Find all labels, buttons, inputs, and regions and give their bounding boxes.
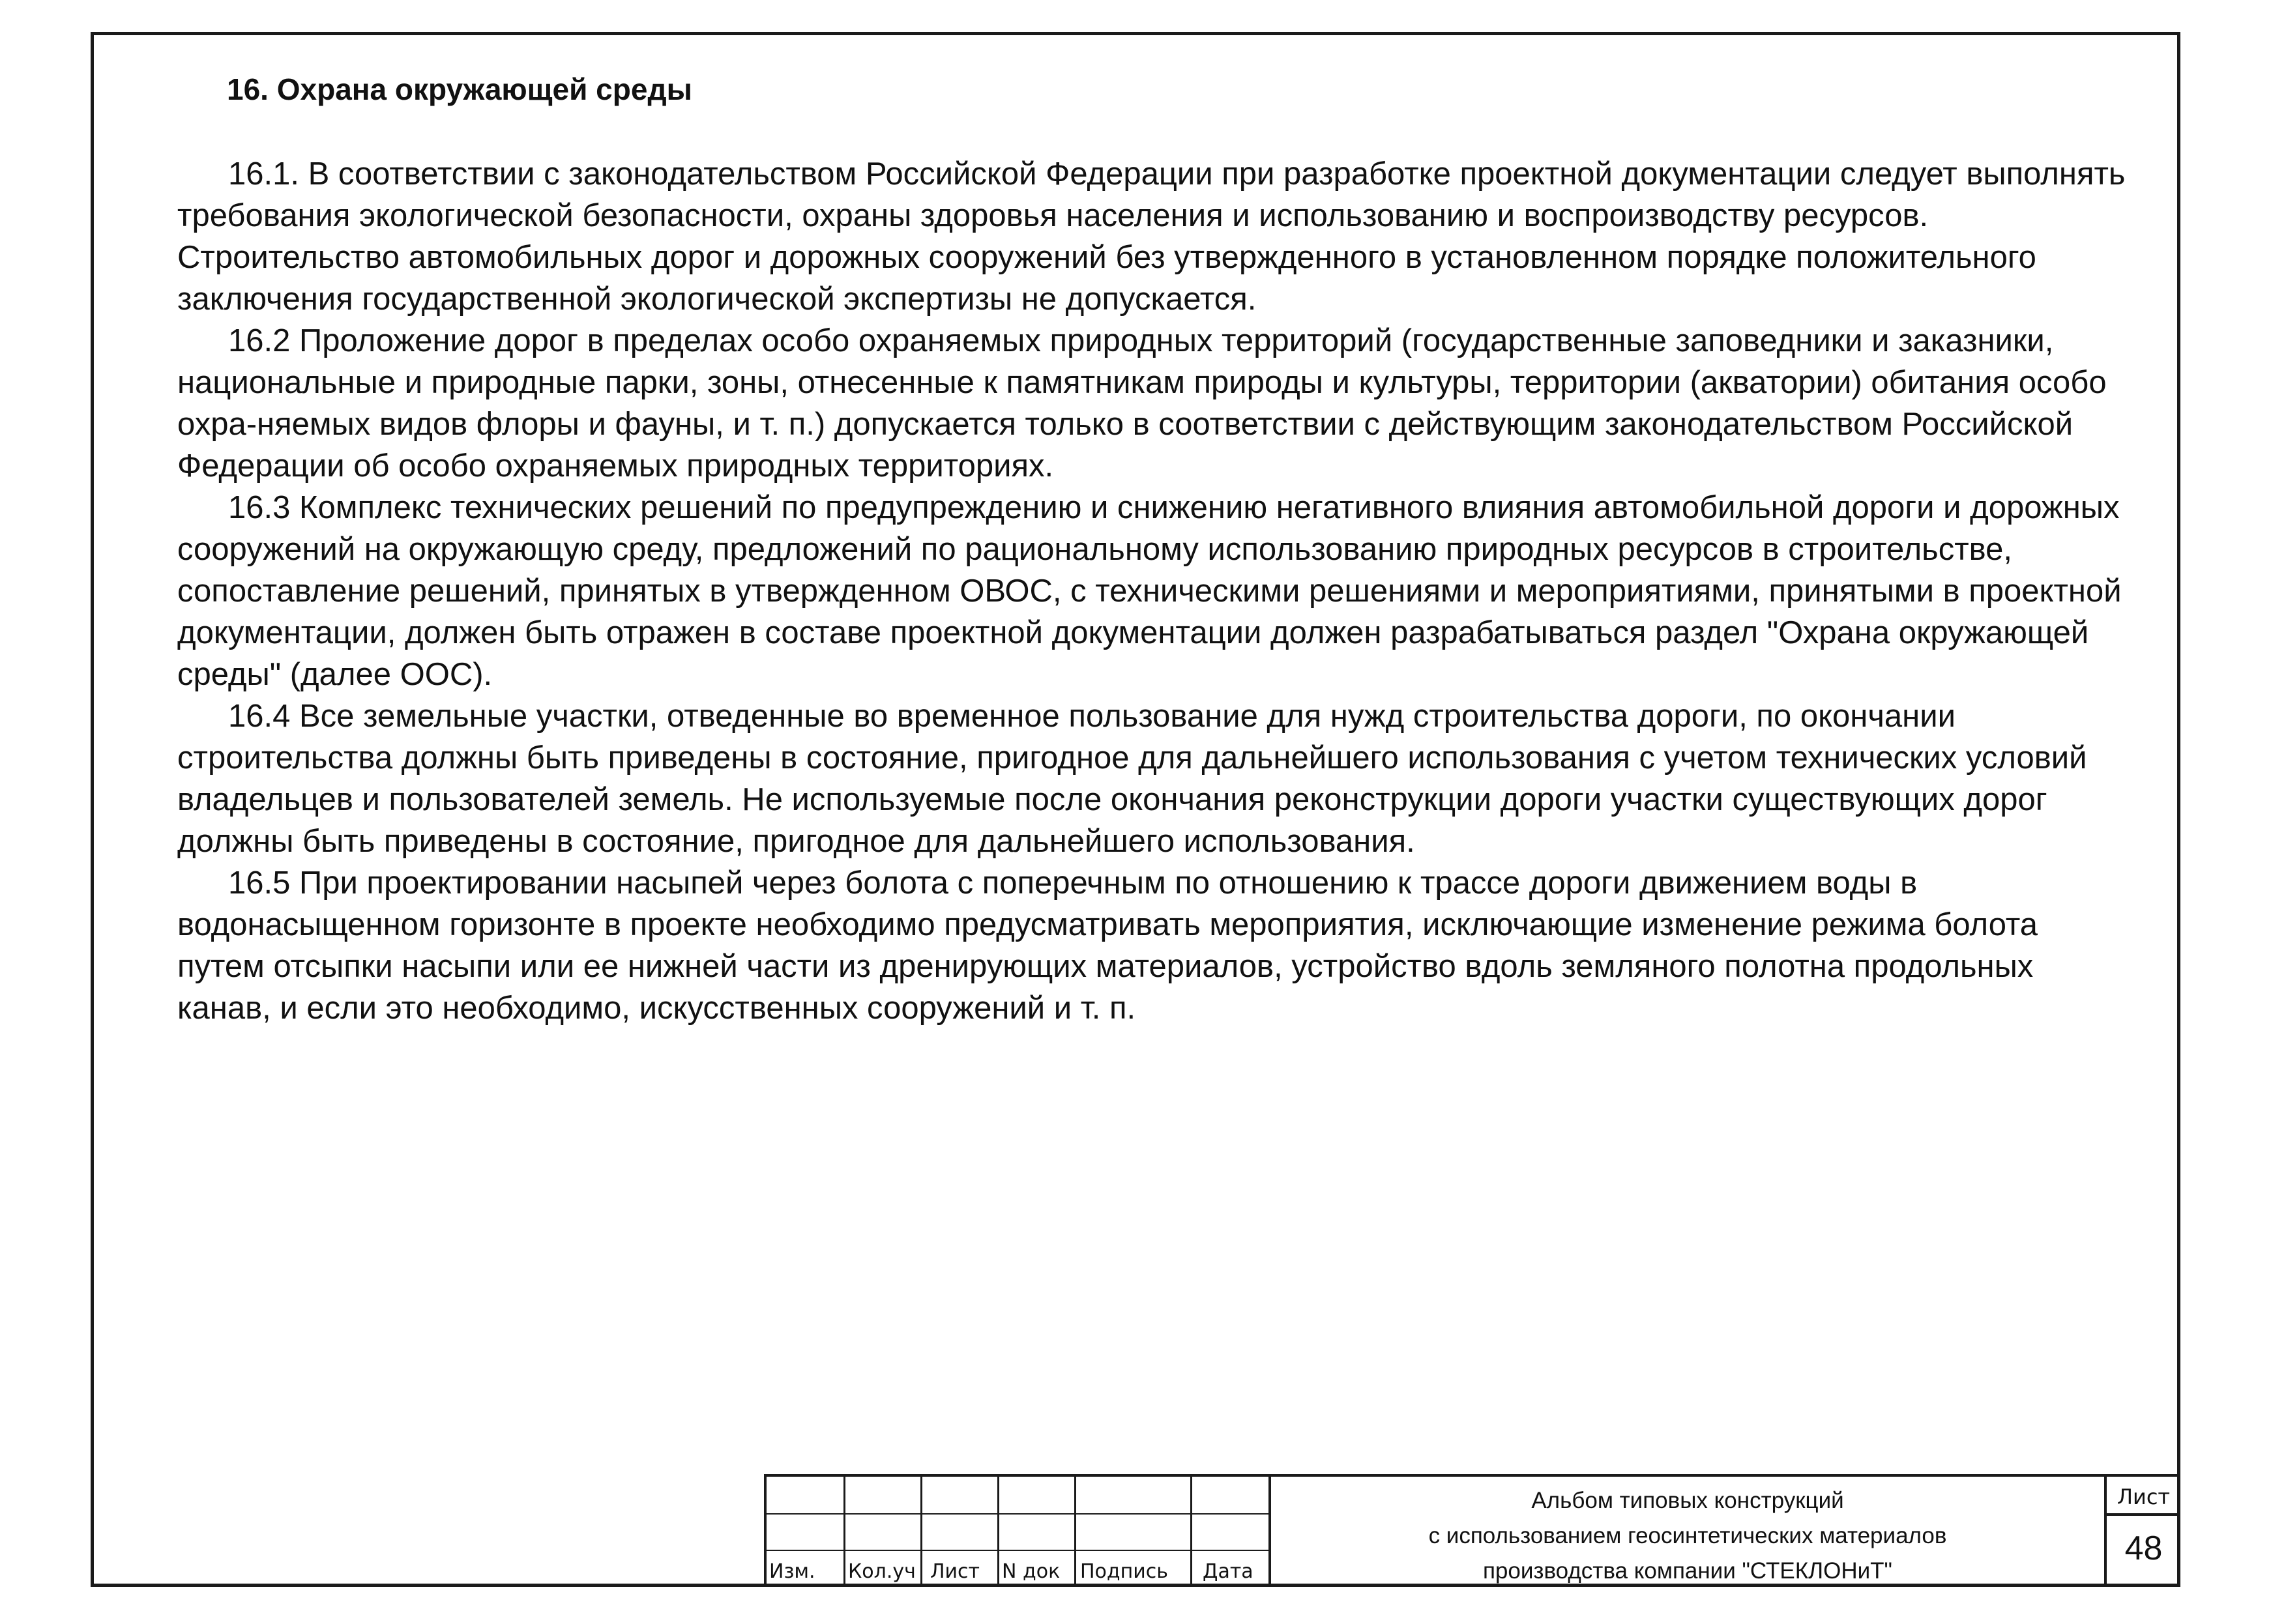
label-podpis: Подпись — [1080, 1560, 1168, 1583]
title-block-document-title — [1268, 1474, 2104, 1587]
label-kol-uch: Кол.уч — [848, 1560, 916, 1583]
title-line-2: с использованием геосинтетических материалов — [1428, 1523, 1947, 1548]
paragraph-16-2: 16.2 Проложение дорог в пределах особо охраняемых природных территорий (государственные заповедники и заказники, национальные и природные парки, зоны, отнесенные к памятникам природы и культуры, территории (акватории) обитания особо охра-няемых видов флоры и фауны, и т. п.) допускается только в соответствии с действующим законодательством Российской Федерации об особо охраняемых природных территориях. — [177, 323, 2107, 484]
sheet-number: 48 — [2124, 1530, 2163, 1567]
paragraph-16-3: 16.3 Комплекс технических решений по предупреждению и снижению негативного влияния автомобильной дороги и дорожных сооружений на окружающую среду, предложений по рациональному использованию природных ресурсов в строительстве, сопоставление решений, принятых в утвержденном ОВОС, с техническими решениями и мероприятиями, принятыми в проектной документации, должен быть отражен в составе проектной документации должен разрабатываться раздел "Охрана окружающей среды" (далее ООС). — [177, 490, 2122, 693]
label-izm: Изм. — [769, 1560, 815, 1583]
column-kol-uch — [845, 1477, 922, 1587]
column-n-dok — [999, 1477, 1076, 1587]
column-podpis — [1076, 1477, 1192, 1587]
title-line-3: производства компании "СТЕКЛОНиТ" — [1482, 1558, 1892, 1584]
title-block-sheet — [2104, 1474, 2180, 1587]
column-izm — [767, 1477, 845, 1587]
label-n-dok: N док — [1002, 1560, 1061, 1583]
document-body — [177, 72, 2133, 1029]
column-list — [922, 1477, 999, 1587]
label-list: Лист — [930, 1560, 980, 1583]
section-heading: 16. Охрана окружающей среды — [227, 72, 692, 106]
paragraph-16-1: 16.1. В соответствии с законодательством Российской Федерации при разработке проектной документации следует выполнять требования экологической безопасности, охраны здоровья населения и использованию и воспроизводству ресурсов. Строительство автомобильных дорог и дорожных сооружений без утвержденного в установленном порядке положительного заключения государственной экологической экспертизы не допускается. — [177, 156, 2126, 317]
title-line-1: Альбом типовых конструкций — [1531, 1488, 1844, 1513]
column-data — [1192, 1477, 1268, 1587]
paragraph-16-5: 16.5 При проектировании насыпей через болота с поперечным по отношению к трассе дороги движением воды в водонасыщенном горизонте в проекте необходимо предусматривать мероприятия, исключающие изменение режима болота путем отсыпки насыпи или ее нижней части из дренирующих материалов, устройство вдоль земляного полотна продольных канав, и если это необходимо, искусственных сооружений и т. п. — [177, 865, 2038, 1026]
label-data: Дата — [1203, 1560, 1253, 1583]
paragraph-16-4: 16.4 Все земельные участки, отведенные во временное пользование для нужд строительства дороги, по окончании строительства должны быть приведены в состояние, пригодное для дальнейшего использования с учетом технических условий владельцев и пользователей земель. Не используемые после окончания реконструкции дороги участки существующих дорог должны быть приведены в состояние, пригодное для дальнейшего использования. — [177, 699, 2087, 860]
title-block-revision-table — [764, 1474, 1268, 1587]
sheet-label: Лист — [2107, 1477, 2180, 1516]
